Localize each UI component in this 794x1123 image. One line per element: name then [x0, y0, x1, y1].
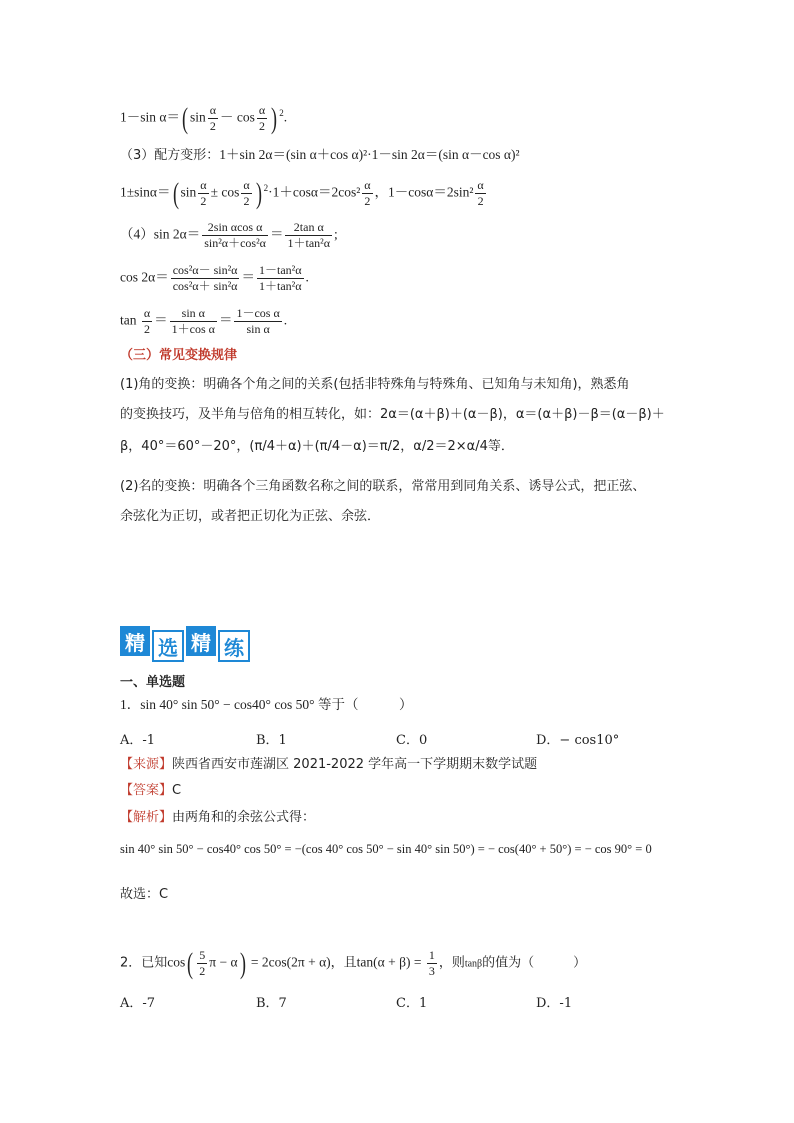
stem-text: 的值为（ ）: [482, 955, 587, 971]
option-c: C．0: [396, 733, 428, 748]
formula-cos-2a: cos 2α＝ $\frac{\text{cos²α－ sin²α}}{\text{cos²α＋ sin²α}}$ ＝ $\frac{\text{1－tan²α}}{\text{1＋tan²α}}$ .: [120, 263, 309, 293]
answer-text: C: [172, 783, 182, 798]
formula-sin-2a: （4）sin 2α＝ $\frac{\text{2sin αcos α}}{\text{sin²α＋cos²α}}$ ＝ $\frac{\text{2tan α}}{\text{1＋tan²α}}$ ;: [120, 220, 338, 250]
section-title: （三）常见变换规律: [120, 348, 238, 363]
option-a: A．-7: [120, 996, 156, 1011]
question-1-work: sin 40° sin 50° − cos40° cos 50° = −(cos 40° cos 50° − sin 40° sin 50°) = − cos(40° + 50°) = − cos 90° = 0: [120, 842, 652, 856]
question-2-stem: 2．已知cos( $\frac{5}{2}$ π − α) = 2cos(2π + α)，且tan(α + β) = $\frac{1}{3}$ ，则tanβ的值为（ ）: [120, 946, 587, 980]
option-b: B．1: [256, 733, 287, 748]
formula-1-pm-sin: 1±sinα＝( sin $\frac{\alpha}{2}$ ± cos $\frac{\alpha}{2}$ ) $^2$·1＋cosα＝2cos² $\frac{\alpha}{2}$ ，1－cosα＝2sin² $\frac{\alpha}{2}$: [120, 176, 484, 210]
stem-text: ，且: [330, 955, 357, 971]
fraction-denominator: 1＋tan²α: [287, 236, 331, 250]
paragraph-name-transform-2: 余弦化为正切，或者把正切化为正弦、余弦．: [120, 509, 381, 524]
banner-char: 精: [120, 626, 150, 656]
fraction-numerator: 2sin αcos α: [202, 220, 268, 236]
option-b: B．7: [256, 996, 287, 1011]
question-1-analysis: [120, 809, 315, 827]
source-tag: 【来源】: [120, 757, 173, 772]
formula-text: 1＋sin 2α＝(sin α＋cos α)²·1－sin 2α＝(sin α－cos α)²: [219, 147, 520, 162]
banner-char: 选: [152, 630, 184, 662]
formula-text: ，1－cosα＝2sin²: [374, 184, 474, 200]
fraction-numerator: sin α: [170, 306, 217, 322]
analysis-text: 由两角和的余弦公式得：: [172, 810, 316, 825]
analysis-tag: 【解析】: [120, 810, 173, 825]
fraction-denominator: 1＋cos α: [171, 322, 215, 336]
fraction-numerator: 1－tan²α: [258, 263, 302, 277]
formula-text: 1－sin α＝: [120, 109, 180, 125]
paragraph-angle-transform-2: 的变换技巧，及半角与倍角的相互转化，如：2α＝(α＋β)＋(α－β)，α＝(α＋β)－β＝(α－β)＋: [120, 407, 665, 422]
formula-text: （4）sin 2α＝: [120, 226, 201, 242]
formula-square-completion: [120, 146, 520, 165]
fraction-denominator: sin²α＋cos²α: [204, 236, 266, 250]
banner-char: 精: [186, 626, 216, 656]
paragraph-name-transform-1: (2)名的变换：明确各个三角函数名称之间的联系，常常用到同角关系、诱导公式，把正弦、: [120, 479, 646, 494]
fraction-numerator: 1－cos α: [236, 306, 280, 320]
formula-text: 1±sinα＝: [120, 184, 171, 200]
formula-text: cos 2α＝: [120, 269, 169, 285]
option-d: D．− cos10°: [536, 733, 620, 748]
question-1-answer: [120, 782, 181, 800]
section-label: （3）配方变形：: [120, 148, 220, 163]
stem-text: ，则: [438, 955, 465, 971]
formula-text: ·1＋cosα＝2cos²: [268, 184, 361, 200]
fraction-denominator: 1＋tan²α: [258, 279, 302, 293]
stem-math: tanβ: [464, 958, 483, 970]
source-text: 陕西省西安市莲湖区 2021-2022 学年高一下学期期末数学试题: [172, 757, 538, 772]
stem-text: 2．已知: [120, 955, 168, 971]
formula-text: tan: [120, 312, 137, 328]
question-1-source: [120, 756, 537, 774]
formula-tan-half: tan $\frac{\alpha}{2}$ ＝ $\frac{\text{sin α}}{\text{1＋cos α}}$ ＝ $\frac{\text{1－cos α}}{\text{sin α}}$ .: [120, 306, 288, 336]
option-c: C．1: [396, 996, 428, 1011]
paragraph-angle-transform-1: (1)角的变换：明确各个角之间的关系(包括非特殊角与特殊角、已知角与未知角)，熟悉角: [120, 377, 630, 392]
fraction-numerator: cos²α－ sin²α: [172, 263, 238, 277]
question-1-stem: 1．sin 40° sin 50° − cos40° cos 50° 等于（ ）: [120, 697, 413, 712]
part-heading: 一、单选题: [120, 675, 186, 690]
fraction-denominator: sin α: [246, 322, 270, 336]
option-a: A．-1: [120, 733, 156, 748]
option-d: D．-1: [536, 996, 573, 1011]
fraction-numerator: 2tan α: [285, 220, 332, 236]
formula-1-minus-sin: 1－sin α＝( sin $\frac{\alpha}{2}$ － cos $\frac{\alpha}{2}$ ) $^2$.: [120, 101, 288, 135]
paragraph-angle-transform-3: β，40°＝60°－20°，(π/4＋α)＋(π/4－α)＝π/2，α/2＝2×α/4等．: [120, 439, 514, 454]
fraction-denominator: cos²α＋ sin²α: [172, 279, 238, 293]
practice-banner: [120, 626, 250, 660]
answer-tag: 【答案】: [120, 783, 173, 798]
banner-char: 练: [218, 630, 250, 662]
question-1-conclusion: 故选：C: [120, 887, 169, 902]
